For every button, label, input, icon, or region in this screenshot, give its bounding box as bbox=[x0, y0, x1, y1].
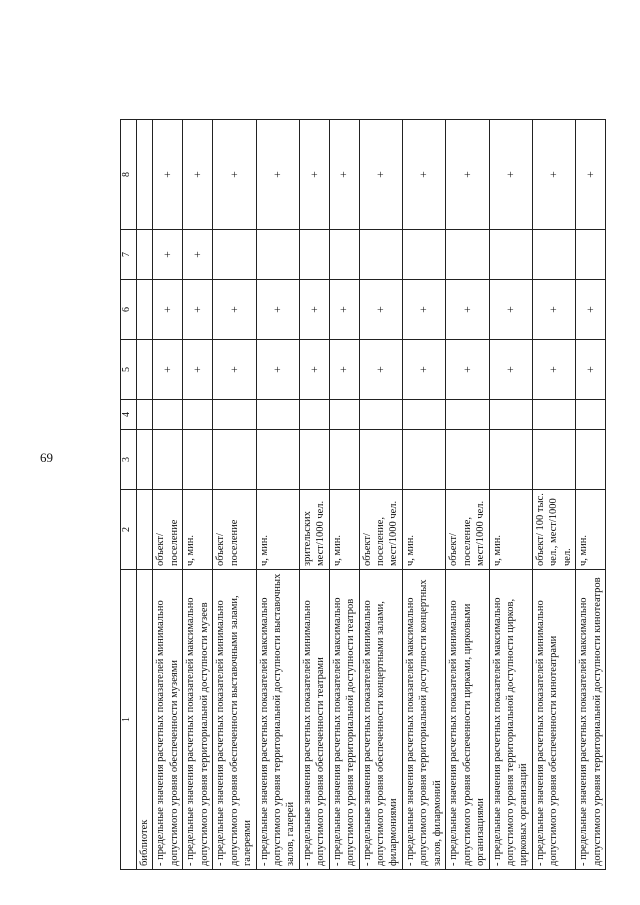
mark-cell bbox=[299, 430, 329, 490]
mark-cell bbox=[256, 430, 299, 490]
unit-cell: ч, мин. bbox=[489, 490, 532, 570]
unit-cell: зрительских мест/1000 чел. bbox=[299, 490, 329, 570]
mark-cell bbox=[329, 230, 359, 280]
mark-cell: + bbox=[213, 120, 256, 230]
mark-cell: + bbox=[153, 230, 183, 280]
indicator-name-cell: - предельные значения расчетных показателей минимально допустимого уровня обеспеченности театрами bbox=[299, 570, 329, 870]
indicator-name-cell: - предельные значения расчетных показателей максимально допустимого уровня территориальной доступности цирков, цирковых организаций bbox=[489, 570, 532, 870]
mark-cell bbox=[153, 430, 183, 490]
indicator-name-cell: - предельные значения расчетных показателей минимально допустимого уровня обеспеченности выставочными залами, галереями bbox=[213, 570, 256, 870]
mark-cell bbox=[402, 430, 445, 490]
unit-cell: объект/ 100 тыс. чел., мест/1000 чел. bbox=[532, 490, 575, 570]
indicator-name-cell: - предельные значения расчетных показателей максимально допустимого уровня территориальной доступности театров bbox=[329, 570, 359, 870]
table-row bbox=[299, 120, 329, 870]
indicator-name-cell: - предельные значения расчетных показателей максимально допустимого уровня территориальной доступности выставочных залов, галерей bbox=[256, 570, 299, 870]
mark-cell bbox=[213, 430, 256, 490]
table-row bbox=[489, 120, 532, 870]
table-row bbox=[402, 120, 445, 870]
column-header: 8 bbox=[121, 120, 137, 230]
mark-cell: + bbox=[329, 280, 359, 340]
mark-cell bbox=[489, 430, 532, 490]
mark-cell: + bbox=[359, 280, 402, 340]
mark-cell: + bbox=[329, 120, 359, 230]
table-row bbox=[359, 120, 402, 870]
mark-cell: + bbox=[183, 120, 213, 230]
indicator-name-cell: - предельные значения расчетных показателей минимально допустимого уровня обеспеченности концертными залами, филармониями bbox=[359, 570, 402, 870]
mark-cell bbox=[256, 400, 299, 430]
mark-cell bbox=[576, 430, 606, 490]
mark-cell bbox=[329, 430, 359, 490]
mark-cell: + bbox=[402, 120, 445, 230]
indicator-name-cell: - предельные значения расчетных показателей максимально допустимого уровня территориальной доступности кинотеатров bbox=[576, 570, 606, 870]
mark-cell: + bbox=[183, 280, 213, 340]
mark-cell bbox=[359, 430, 402, 490]
mark-cell: + bbox=[256, 340, 299, 400]
table-row bbox=[576, 120, 606, 870]
table-row bbox=[153, 120, 183, 870]
mark-cell: + bbox=[299, 340, 329, 400]
mark-cell bbox=[446, 230, 489, 280]
mark-cell bbox=[137, 120, 153, 230]
mark-cell bbox=[532, 430, 575, 490]
unit-cell: объект/ поселение bbox=[153, 490, 183, 570]
mark-cell: + bbox=[359, 120, 402, 230]
mark-cell bbox=[213, 230, 256, 280]
table-row bbox=[446, 120, 489, 870]
column-header: 6 bbox=[121, 280, 137, 340]
table-row bbox=[532, 120, 575, 870]
table-row bbox=[256, 120, 299, 870]
mark-cell bbox=[576, 230, 606, 280]
table-row bbox=[183, 120, 213, 870]
mark-cell bbox=[153, 400, 183, 430]
mark-cell bbox=[359, 230, 402, 280]
unit-cell: ч, мин. bbox=[256, 490, 299, 570]
unit-cell: объект/ поселение, мест/1000 чел. bbox=[359, 490, 402, 570]
mark-cell: + bbox=[153, 340, 183, 400]
mark-cell: + bbox=[576, 340, 606, 400]
mark-cell: + bbox=[446, 340, 489, 400]
table-row bbox=[137, 120, 153, 870]
table-body bbox=[137, 120, 606, 870]
mark-cell bbox=[299, 400, 329, 430]
indicator-name-cell: - предельные значения расчетных показателей максимально допустимого уровня территориальной доступности концертных залов, филармоний bbox=[402, 570, 445, 870]
unit-cell: объект/ поселение, мест/1000 чел. bbox=[446, 490, 489, 570]
column-header: 5 bbox=[121, 340, 137, 400]
indicator-name-cell: - предельные значения расчетных показателей максимально допустимого уровня территориальной доступности музеев bbox=[183, 570, 213, 870]
mark-cell: + bbox=[213, 340, 256, 400]
indicators-table bbox=[120, 119, 606, 870]
mark-cell bbox=[489, 230, 532, 280]
mark-cell: + bbox=[299, 120, 329, 230]
column-header: 7 bbox=[121, 230, 137, 280]
unit-cell: ч, мин. bbox=[329, 490, 359, 570]
mark-cell: + bbox=[532, 340, 575, 400]
mark-cell: + bbox=[256, 120, 299, 230]
mark-cell: + bbox=[446, 120, 489, 230]
mark-cell bbox=[183, 430, 213, 490]
mark-cell: + bbox=[576, 280, 606, 340]
mark-cell bbox=[256, 230, 299, 280]
page-number: 69 bbox=[40, 450, 53, 465]
mark-cell: + bbox=[402, 340, 445, 400]
mark-cell: + bbox=[446, 280, 489, 340]
unit-cell: ч, мин. bbox=[402, 490, 445, 570]
mark-cell: + bbox=[489, 340, 532, 400]
mark-cell bbox=[402, 230, 445, 280]
mark-cell: + bbox=[489, 280, 532, 340]
column-header: 3 bbox=[121, 430, 137, 490]
mark-cell bbox=[213, 400, 256, 430]
mark-cell bbox=[532, 400, 575, 430]
indicator-name-cell: - предельные значения расчетных показателей минимально допустимого уровня обеспеченности музеями bbox=[153, 570, 183, 870]
mark-cell bbox=[446, 400, 489, 430]
mark-cell bbox=[137, 430, 153, 490]
mark-cell: + bbox=[183, 340, 213, 400]
mark-cell bbox=[532, 230, 575, 280]
mark-cell bbox=[576, 400, 606, 430]
unit-cell bbox=[137, 490, 153, 570]
unit-cell: ч, мин. bbox=[576, 490, 606, 570]
unit-cell: ч, мин. bbox=[183, 490, 213, 570]
column-header: 1 bbox=[121, 570, 137, 870]
mark-cell bbox=[183, 400, 213, 430]
mark-cell bbox=[359, 400, 402, 430]
mark-cell bbox=[137, 400, 153, 430]
mark-cell bbox=[299, 230, 329, 280]
mark-cell bbox=[402, 400, 445, 430]
mark-cell: + bbox=[532, 280, 575, 340]
mark-cell bbox=[489, 400, 532, 430]
mark-cell: + bbox=[359, 340, 402, 400]
mark-cell: + bbox=[299, 280, 329, 340]
mark-cell: + bbox=[213, 280, 256, 340]
mark-cell bbox=[137, 230, 153, 280]
mark-cell: + bbox=[153, 280, 183, 340]
table-row bbox=[329, 120, 359, 870]
mark-cell: + bbox=[256, 280, 299, 340]
mark-cell bbox=[137, 280, 153, 340]
column-header: 4 bbox=[121, 400, 137, 430]
table-row bbox=[213, 120, 256, 870]
mark-cell: + bbox=[402, 280, 445, 340]
mark-cell bbox=[446, 430, 489, 490]
mark-cell: + bbox=[153, 120, 183, 230]
header-row bbox=[121, 120, 137, 870]
mark-cell bbox=[329, 400, 359, 430]
indicator-name-cell: - предельные значения расчетных показателей минимально допустимого уровня обеспеченности кинотеатрами bbox=[532, 570, 575, 870]
mark-cell: + bbox=[329, 340, 359, 400]
mark-cell: + bbox=[532, 120, 575, 230]
mark-cell bbox=[137, 340, 153, 400]
column-header: 2 bbox=[121, 490, 137, 570]
rotated-table-container bbox=[120, 120, 625, 870]
unit-cell: объект/ поселение bbox=[213, 490, 256, 570]
mark-cell: + bbox=[576, 120, 606, 230]
mark-cell: + bbox=[489, 120, 532, 230]
indicator-name-cell: - предельные значения расчетных показателей минимально допустимого уровня обеспеченности цирками, цирковыми организациями bbox=[446, 570, 489, 870]
indicator-name-cell: библиотек bbox=[137, 570, 153, 870]
mark-cell: + bbox=[183, 230, 213, 280]
